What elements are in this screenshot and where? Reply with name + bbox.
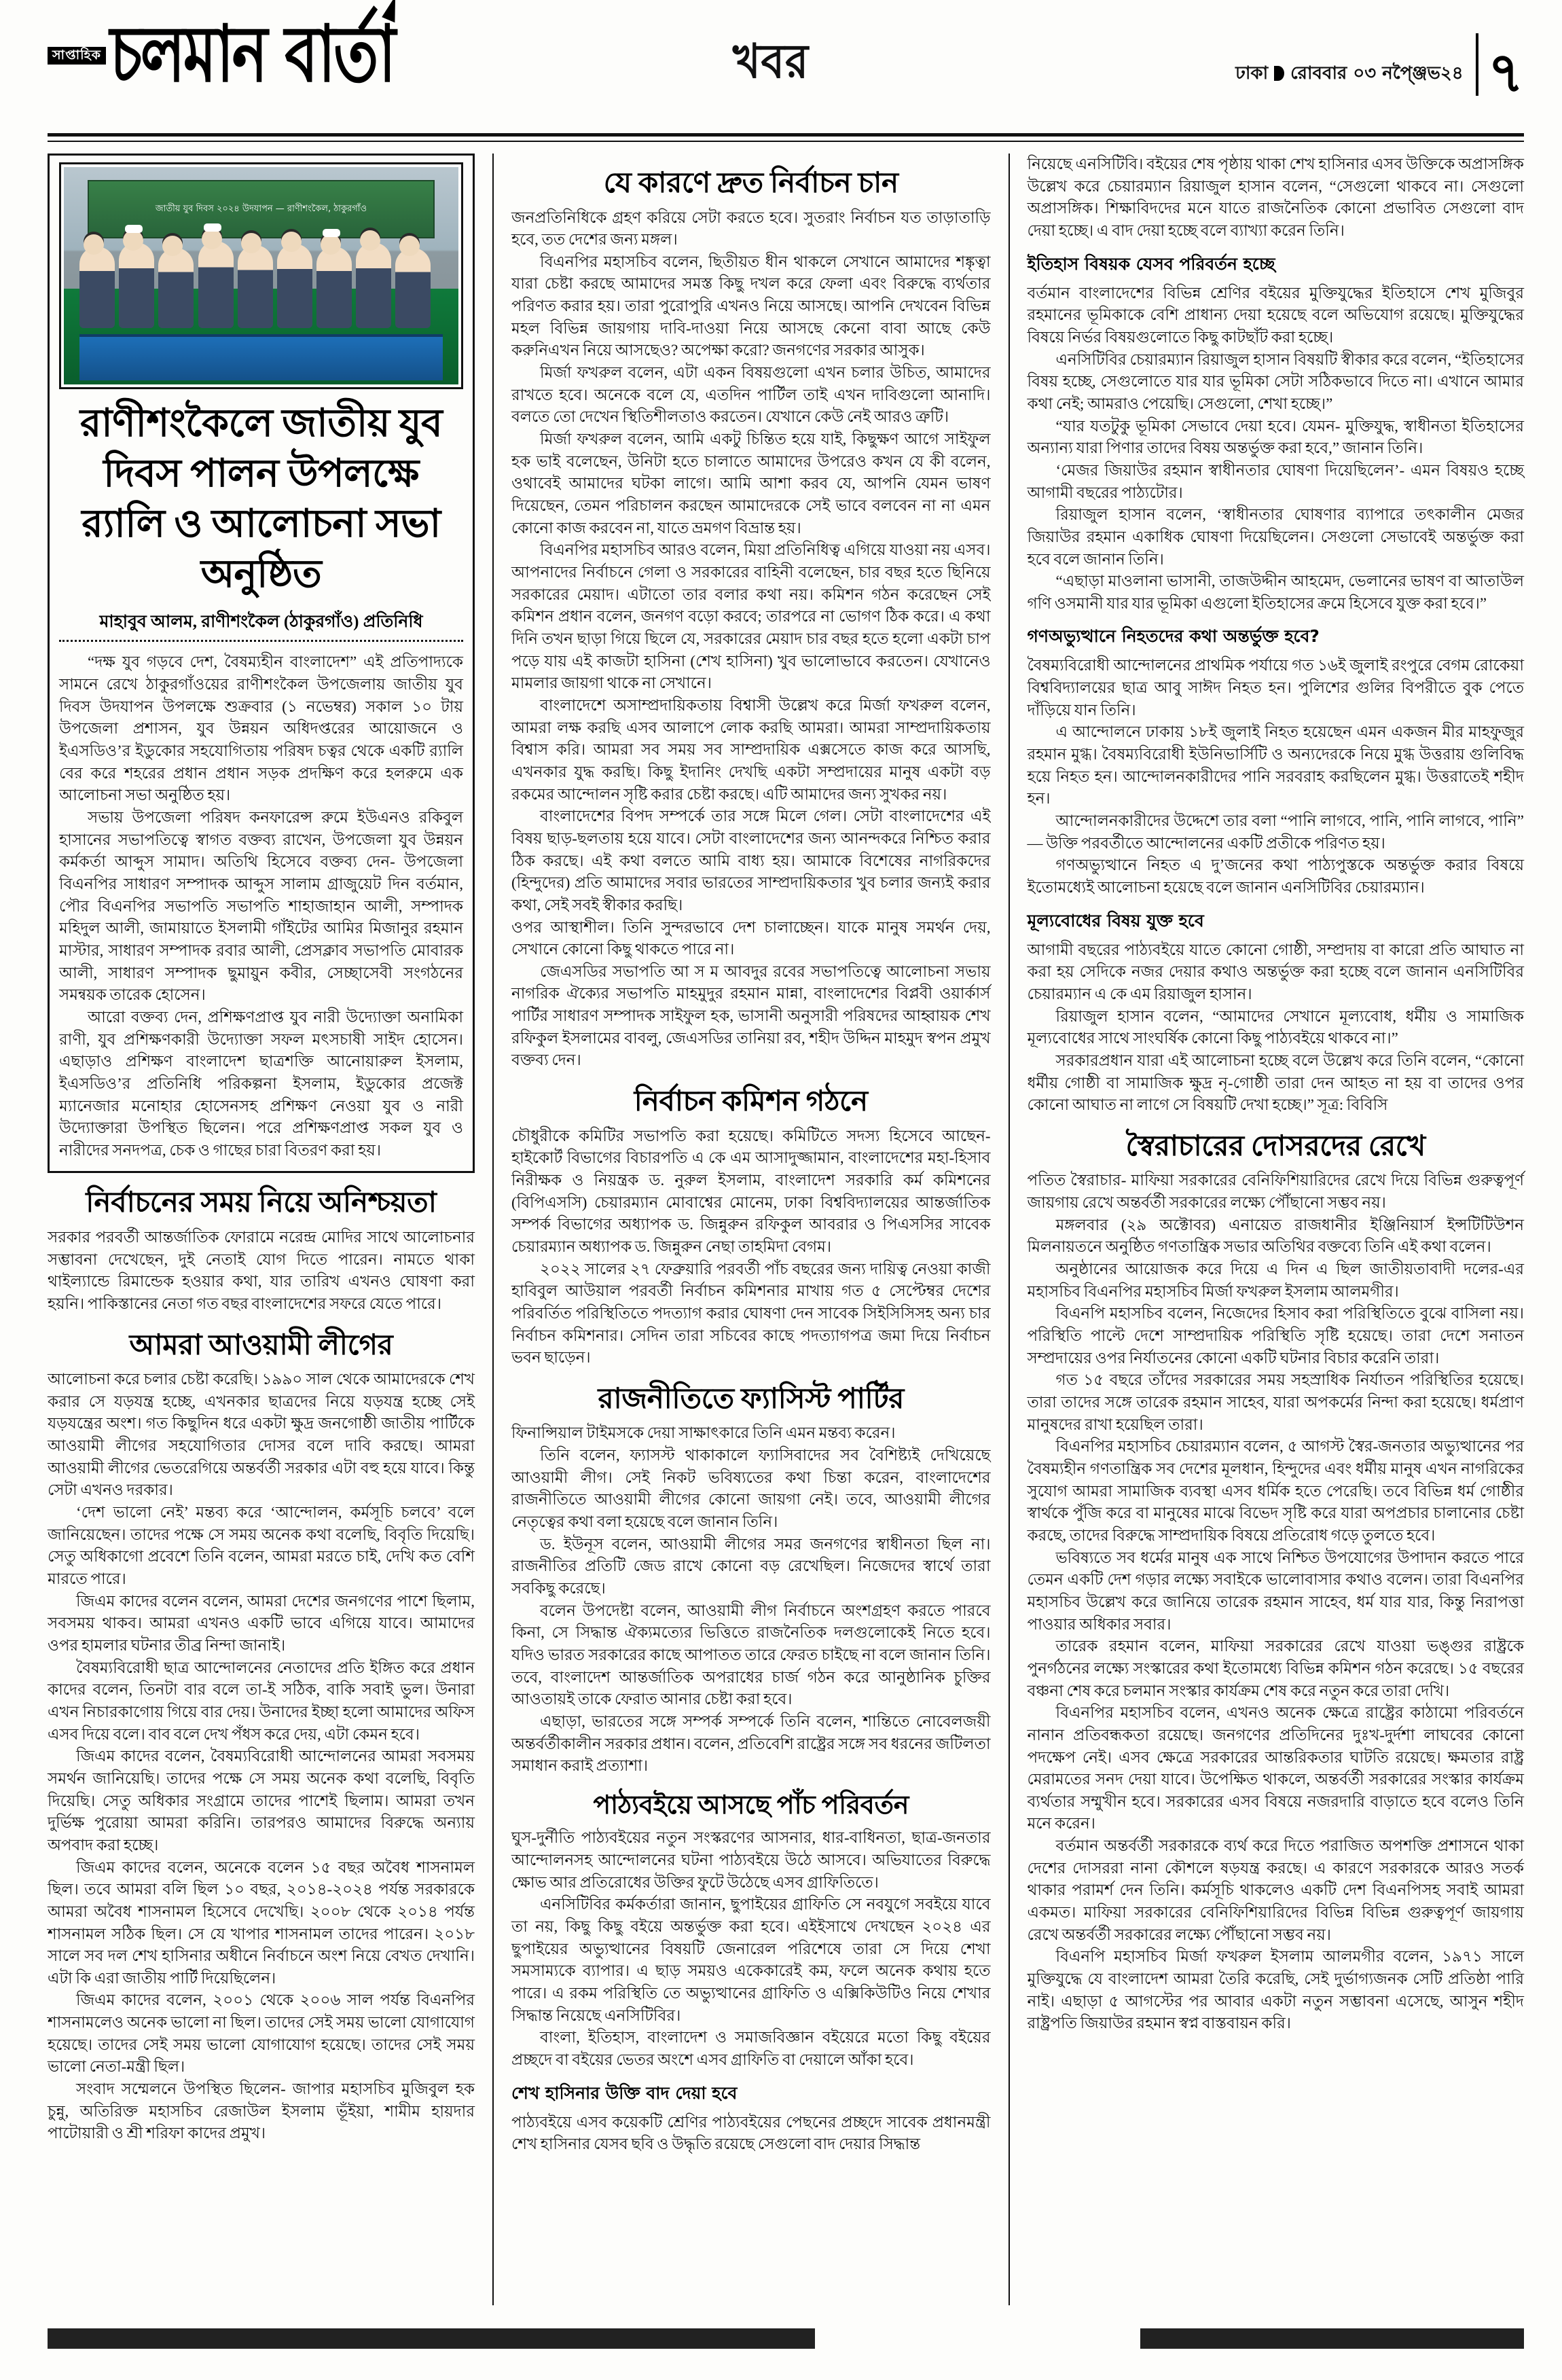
story-paragraph: মির্জা ফখরুল বলেন, এটা একন বিষয়গুলো এখন চলার উচিত, আমাদের রাখতে হবে। অনেকে বলে যে, এতদিন পার্টিল তাই এখন দাবিগুলো আনাদি। বলতে তো দেখেন স্থিতিশীলতাও করতেন। যেখানে কেউ নেই আরও ত্রুটি।: [511, 364, 991, 426]
lead-headline: রাণীশংকৈলে জাতীয় যুব দিবস পালন উপলক্ষে র‍্যালি ও আলোচনা সভা অনুষ্ঠিত: [79, 402, 443, 596]
page-columns: [48, 154, 1524, 2305]
dateline: [1235, 59, 1464, 96]
story-paragraph: আগামী বছরের পাঠ্যবইয়ে যাতে কোনো গোষ্ঠী, সম্প্রদায় বা কারো প্রতি আঘাত না করা হয় সেদিকে নজর দেয়ার কথাও অন্তর্ভুক্ত করা হচ্ছে বলে জানান এনসিটিবির চেয়ারম্যান এ কে এম রিয়াজুল হাসান।: [1027, 941, 1524, 1003]
story-paragraph-continued: নিয়েছে এনসিটিবি। বইয়ের শেষ পৃষ্ঠায় থাকা শেখ হাসিনার এসব উক্তিকে অপ্রাসঙ্গিক উল্লেখ করে চেয়ারম্যান রিয়াজুল হাসান বলেন, “সেগুলো থাকবে না। সেগুলো অপ্রাসঙ্গিক। শিক্ষাবিদদের মনে যাতে রাজনৈতিক কোনো প্রভাবিত সেগুলো বাদ দেয়া হচ্ছে। এ বাদ দেয়া হচ্ছে বলে ব্যাখ্যা করেন তিনি।: [1027, 156, 1524, 239]
story-paragraph: বলেন উপদেষ্টা বলেন, আওয়ামী লীগ নির্বাচনে অংশগ্রহণ করতে পারবে কিনা, সে সিদ্ধান্ত ঐক্যমত্যের ভিত্তিতে রাজনৈতিক দলগুলোকেই নিতে হবে। যদিও ভারত সরকারের কাছে আপাতত তারে ফেরত চাইছে না বলে জানান তিনি। তবে, বাংলাদেশ আন্তর্জাতিক অপরাধের চার্জ গঠন করে আনুষ্ঠানিক চুক্তির আওতায়ই তাকে ফেরাত আনার চেষ্টা করা হবে।: [511, 1602, 991, 1708]
story-subhead-gonoobbhuthane-nihotoder: গণঅভ্যুত্থানে নিহতদের কথা অন্তর্ভুক্ত হবে?: [1027, 626, 1320, 647]
lead-paragraph: “দক্ষ যুব গড়বে দেশ, বৈষম্যহীন বাংলাদেশ” এই প্রতিপাদ্যকে সামনে রেখে ঠাকুরগাঁওয়ের রাণীশংকৈল উপজেলায় জাতীয় যুব দিবস উদযাপন উপলক্ষে শুক্রবার (১ নভেম্বর) সকাল ১০ টায় উপজেলা প্রশাসন, যুব উন্নয়ন অধিদপ্তরের আয়োজনে ও ইএসডিও’র ইডুকোর সহযোগিতায় পরিষদ চত্বর থেকে একটি র‍্যালি বের করে শহরের প্রধান প্রধান সড়ক প্রদক্ষিণ করে হলরুমে এক আলোচনা সভা অনুষ্ঠিত হয়।: [59, 653, 463, 804]
story-paragraph: ভবিষ্যতে সব ধর্মের মানুষ এক সাথে নিশ্চিত উপযোগের উপাদান করতে পারে তেমন একটি দেশ গড়ার লক্ষ্যে সবাইকে ভালোবাসার কথাও বলেন। তারা বিএনপির মহাসচিব উল্লেখ করে জানিয়ে তারেক রহমান সাহেব, ধর্ম যার যার, কিন্তু নিরাপত্তা পাওয়ার অধিকার সবার।: [1027, 1549, 1524, 1633]
story-paragraph: জিএম কাদের বলেন, ২০০১ থেকে ২০০৬ সাল পর্যন্ত বিএনপির শাসনামলেও অনেক ভালো না ছিল। তাদের সেই সময় ভালো যোগাযোগ হয়েছে। তাদের সেই সময় ভালো যোগাযোগ হয়েছে। তাদের সেই সময় ভালো নেতা-মন্ত্রী ছিল।: [48, 1991, 475, 2076]
masthead: [0, 0, 1562, 129]
story-paragraph: পতিত স্বৈরাচার- মাফিয়া সরকারের বেনিফিশিয়ারিদের রেখে দিয়ে বিভিন্ন গুরুত্বপূর্ণ জায়গায় রেখে অন্তর্বর্তী সরকারের লক্ষ্যে পৌঁছানো সম্ভব নয়।: [1027, 1172, 1524, 1212]
lead-byline: মাহাবুব আলম, রাণীশংকৈল (ঠাকুরগাঁও) প্রতিনিধি: [59, 608, 463, 642]
story-paragraph: রিয়াজুল হাসান বলেন, ‘স্বাধীনতার ঘোষণার ব্যাপারে তৎকালীন মেজর জিয়াউর রহমান একাধিক ঘোষণা দিয়েছিলেন। সেগুলো সেভাবেই অন্তর্ভুক্ত করা হবে বলে জানান তিনি।: [1027, 506, 1524, 568]
story-paragraph: পাঠ্যবইয়ে এসব কয়েকটি শ্রেণির পাঠ্যবইয়ের পেছনের প্রচ্ছদে সাবেক প্রধানমন্ত্রী শেখ হাসিনার যেসব ছবি ও উদ্ধৃতি রয়েছে সেগুলো বাদ দেয়ার সিদ্ধান্ত: [511, 2113, 991, 2153]
story-paragraph: বৈষম্যবিরোধী আন্দোলনের প্রাথমিক পর্যায়ে গত ১৬ই জুলাই রংপুরে বেগম রোকেয়া বিশ্ববিদ্যালয়ের ছাত্র আবু সাঈদ নিহত হন। পুলিশের গুলির বিপরীতে বুক পেতে দাঁড়িয়ে যান তিনি।: [1027, 657, 1524, 719]
story-paragraph: বর্তমান অন্তর্বর্তী সরকারকে ব্যর্থ করে দিতে পরাজিত অপশক্তি প্রশাসনে থাকা দেশের দোসররা নানা কৌশলে ষড়যন্ত্র করছে। এ কারণে সরকারকে আরও সতর্ক থাকার পরামর্শ দেন তিনি। কর্মসূচি থাকলেও একটি দেশ বিএনপিসহ সবাই আমরা একমত। মাফিয়া সরকারের বেনিফিশিয়ারিদের বিভিন্ন বিভিন্ন গুরুত্বপূর্ণ জায়গায় রেখে অন্তর্বর্তী সরকারের লক্ষ্যে পৌঁছানো সম্ভব নয়।: [1027, 1837, 1524, 1943]
lead-paragraph: আরো বক্তব্য দেন, প্রশিক্ষণপ্রাপ্ত যুব নারী উদ্যোক্তা অনামিকা রাণী, যুব প্রশিক্ষণকারী উদ্যোক্তা সফল মৎসচাষী সাইদ হোসেন। এছাড়াও প্রশিক্ষণ বাংলাদেশ ছাত্রশক্তি আনোয়ারুল ইসলাম, ইএসডিও’র প্রতিনিধি পরিকল্পনা ইসলাম, ইডুকোর প্রজেক্ট ম্যানেজার মনোহার হোসেনসহ প্রশিক্ষণ নেওয়া যুব ও নারী উদ্যোক্তারা উপস্থিত ছিলেন। পরে প্রশিক্ষণপ্রাপ্ত সকল যুব ও নারীদের সনদপত্র, চেক ও গাছের চারা বিতরণ করা হয়।: [59, 1008, 463, 1159]
story-paragraph: আন্দোলনকারীদের উদ্দেশে তার বলা “পানি লাগবে, পানি, পানি লাগবে, পানি” — উক্তি পরবর্তীতে আন্দোলনের একটি প্রতীকে পরিণত হয়।: [1027, 812, 1524, 852]
story-paragraph: এ আন্দোলনে ঢাকায় ১৮ই জুলাই নিহত হয়েছেন এমন একজন মীর মাহফুজুর রহমান মুগ্ধ। বৈষম্যবিরোধী ইউনিভার্সিটি ও অন্যদেরকে নিয়ে মুগ্ধ উত্তরায় গুলিবিদ্ধ হয়ে নিহত হন। আন্দোলনকারীদের পানি সরবরাহ করছিলেন মুগ্ধ। উত্তরাতেই শহীদ হন।: [1027, 723, 1524, 808]
story-lede: জনপ্রতিনিধিকে গ্রহণ করিয়ে সেটা করতে হবে। সুতরাং নির্বাচন যত তাড়াতাড়ি হবে, তত দেশের জন্য মঙ্গল।: [511, 209, 991, 249]
lead-photo: [64, 167, 458, 384]
lead-story-box: [48, 154, 475, 1173]
story-headline-rajnitite-fascist-partir: রাজনীতিতে ফ্যাসিস্ট পার্টির: [598, 1383, 905, 1415]
story-paragraph: আলোচনা করে চলার চেষ্টা করেছি। ১৯৯০ সাল থেকে আমাদেরকে শেখ করার সে যড়যন্ত্র হচ্ছে, এখনকার ছাত্রদের নিয়ে যড়যন্ত্র হচ্ছে সেই যড়যন্ত্রের অংশ। গত কিছুদিন ধরে একটা ক্ষুদ্র জনগোষ্ঠী জাতীয় পার্টিকে আওয়ামী লীগের সহযোগিতার দোসর বলে দাবি করছে। আমরা আওয়ামী লীগের ভেতরেগিয়ে অন্তর্বর্তী সরকার এটা বহু হয়ে যাবে। কিন্তু সেটা এখনও দরকার।: [48, 1371, 475, 1499]
story-paragraph: গত ১৫ বছরে তাঁদের সরকারের সময় সহস্রাধিক নির্যাতন পরিস্থিতির হয়েছে। তারা তাদের সঙ্গে তারেক রহমান সাহেব, যারা অপকর্মের নিন্দা করা হয়েছে। ধর্মপ্রাণ মানুষদের রাখা হয়েছিল তারা।: [1027, 1371, 1524, 1433]
masthead-right: [1025, 33, 1562, 106]
story-headline-nirbachoner-somoy: নির্বাচনের সময় নিয়ে অনিশ্চয়তা: [86, 1187, 437, 1219]
story-paragraph: বাংলাদেশে অসাম্প্রদায়িকতায় বিশ্বাসী উল্লেখ করে মির্জা ফখরুল বলেন, আমরা লক্ষ করছি এসব আলাপে লোক করছি আমরা। আমরা সাম্প্রদায়িকতায় বিশ্বাস করি। আমরা সব সময় সব সাম্প্রদায়িক এক্সসেতে কাজ করে আসছি, এখনকার যুদ্ধ করছি। কিছু ইদানিং দেখছি একটা সম্প্রদায়ের মানুষ একটা বড় রকমের আন্দোলন সৃষ্টি করার চেষ্টা করছে। এটি আমাদের জন্য সুখকর নয়।: [511, 696, 991, 803]
story-paragraph: জিএম কাদের বলেন, বৈষম্যবিরোধী আন্দোলনের আমরা সবসময় সমর্থন জানিয়েছি। তাদের পক্ষে সে সময় অনেক কথা বলেছি, বিবৃতি দিয়েছি। সেতু অধিকার সংগ্রামে তাদের পাশেই ছিলাম। আমরা তখন দুর্ভিক্ষ পুরোয়া আমরা করিনি। তারপরও আমাদের বিরুদ্ধে অন্যায় অপবাদ করা হচ্ছে।: [48, 1748, 475, 1854]
story-paragraph: জেএসডির সভাপতি আ স ম আবদুর রবের সভাপতিত্বে আলোচনা সভায় নাগরিক ঐক্যের সভাপতি মাহমুদুর রহমান মান্না, বাংলাদেশের বিপ্লবী ওয়ার্কার্স পার্টির সাধারণ সম্পাদক সাইফুল হক, ভাসানী অনুসারী পরিষদের আহ্বায়ক শেখ রফিকুল ইসলামের বাবলু, জেএসডির তানিয়া রব, শহীদ উদ্দিন মাহমুদ স্বপন প্রমুখ বক্তব্য দেন।: [511, 962, 991, 1069]
story-paragraph: বিএনপির মহাসচিব বলেন, এখনও অনেক ক্ষেত্রে রাষ্ট্রের কাঠামো পরিবর্তনে নানান প্রতিবন্ধকতা রয়েছে। জনগণের প্রতিদিনের দুঃখ-দুর্দশা লাঘবের কোনো পদক্ষেপ নেই। এসব ক্ষেত্রে সরকারের আন্তরিকতার ঘাটতি রয়েছে। ক্ষমতার রাষ্ট্র মেরামতের সনদ দেয়া যাবে। উপেক্ষিত থাকলে, অন্তর্বর্তী সরকারের সংস্কার কার্যক্রম ব্যর্থতার সম্মুখীন হবে। সরকারের এসব বিষয়ে নজরদারি বাড়াতে হবে বলেও তিনি মনে করেন।: [1027, 1704, 1524, 1833]
photo-table: [79, 334, 443, 380]
story-paragraph: জিএম কাদের বলেন, অনেকে বলেন ১৫ বছর অবৈধ শাসনামল ছিল। তবে আমরা বলি ছিল ১০ বছর, ২০১৪-২০২৪ পর্যন্ত সরকারকে আমরা অবৈধ শাসনামল হিসেবে দেখেছি। ২০০৮ থেকে ২০১৪ পর্যন্ত শাসনামল সঠিক ছিল। সে যে খাপার শাসনামল তাদের পারেন। ২০১৮ সালে সব দল শেখ হাসিনার অধীনে নির্বাচনে অংশ নিয়ে বেখত দেখানি। এটা কি এরা জাতীয় পার্টি দিয়েছিলেন।: [48, 1858, 475, 1987]
story-paragraph: বিএনপি মহাসচিব মির্জা ফখরুল ইসলাম আলমগীর বলেন, ১৯৭১ সালে মুক্তিযুদ্ধে যে বাংলাদেশ আমরা তৈরি করেছি, সেই দুর্ভাগ্যজনক সেটি প্রতিষ্ঠা পারি নাই। এছাড়া ৫ আগস্টের পর আবার একটা নতুন সম্ভাবনা এসেছে, আসুন শহীদ রাষ্ট্রপতি জিয়াউর রহমান স্বপ্ন বাস্তবায়ন করি।: [1027, 1948, 1524, 2032]
story-headline-nirbachon-commission-gothone: নির্বাচন কমিশন গঠনে: [634, 1086, 868, 1118]
story-headline-pathyoboiye-asche-panch-poriborton: পাঠ্যবইয়ে আসছে পাঁচ পরিবর্তন: [593, 1790, 909, 1820]
story-paragraph: সরকার পরবর্তী আন্তর্জাতিক ফোরামে নরেন্দ্র মোদির সাথে আলোচনার সম্ভাবনা দেখেছেন, দুই নেতাই যোগ দিতে পারেন। নামতে থাকা থাইল্যান্ডে রিমান্ডেক হওয়ার কথা, যার তারিখ এখনও ঘোষণা করা হয়নি। পাকিস্তানের নেতা গত বছর বাংলাদেশের সফরে যেতে পারে।: [48, 1228, 475, 1312]
divider: [1476, 33, 1478, 96]
story-paragraph: মির্জা ফখরুল বলেন, আমি একটু চিন্তিত হয়ে যাই, কিছুক্ষণ আগে সাইফুল হক ভাই বলেছেন, উনিটা হতে চালাতে আমাদের উপরেও কখন যে কী বলেন, ওথাবেই আমাদের ঘটকা লাগে। আমি আশা করব যে, আপনি যেমন ভাষণ দিয়েছেন, তেমন পরিচালন করছেন আমাদেরকে সেই ভাবে বলবেন না না এমন কোনো কাজ করবেন না, যাতে ভ্রমগণ বিভ্রান্ত হয়।: [511, 431, 991, 537]
column-3: [1009, 154, 1525, 2305]
story-headline-shoirachar-dosroder-rekhe: স্বৈরাচারের দোসরদের রেখে: [1125, 1130, 1425, 1162]
story-paragraph: ২০২২ সালের ২৭ ফেব্রুয়ারি পরবর্তী পাঁচ বছরের জন্য দায়িত্ব নেওয়া কাজী হাবিবুল আউয়াল পরবর্তী নির্বাচন কমিশনার মাখায় গত ৫ সেপ্টেম্বর দেশের পরিবর্তিত পরিস্থিতিতে পদত্যাগ করার ঘোষণা দেন সাবেক সিইসিসিসহ অন্য চার নির্বাচন কমিশনার। সেদিন তারা সচিবের কাছে পদত্যাগপত্র জমা দিয়ে নির্বাচন ভবন ছাড়েন।: [511, 1260, 991, 1367]
story-paragraph: বিএনপির মহাসচিব বলেন, ছিতীয়ত ধীন থাকলে সেখানে আমাদের শঙ্কৃত্বা যারা চেষ্টা করছে আমাদের সমস্ত কিছু দখল করে ফেলা এবং বিরুদ্ধে ব্যর্থতার পরিণত করার হয়। তারা পুরোপুরি এখনও নিয়ে আসছে। আপনি দেখবেন বিভিন্ন মহল বিভিন্ন জায়গায় দাবি-দাওয়া নিয়ে আসছে কেনো বাবা আছে কেউ করুনিএখন নিয়ে আসছেও? অপেক্ষা করো? জনগণের সরকার আসুক।: [511, 253, 991, 359]
story-paragraph: জিএম কাদের বলেন বলেন, আমরা দেশের জনগণের পাশে ছিলাম, সবসময় থাকব। আমরা এখনও একটি ভাবে এগিয়ে যাবে। আমাদের ওপর হামলার ঘটনার তীব্র নিন্দা জানাই।: [48, 1592, 475, 1654]
weekly-label: সাপ্তাহিক: [48, 47, 106, 65]
story-paragraph: চৌধুরীকে কমিটির সভাপতি করা হয়েছে। কমিটিতে সদস্য হিসেবে আছেন- হাইকোর্ট বিভাগের বিচারপতি এ কে এম আসাদুজ্জামান, বাংলাদেশের মহা-হিসাব নিরীক্ষক ও নিয়ন্ত্রক ড. নুরুল ইসলাম, বাংলাদেশ সরকারি কর্ম কমিশনের (বিপিএসসি) চেয়ারম্যান মোবাশ্বের মোনেম, ঢাকা বিশ্ববিদ্যালয়ের আন্তর্জাতিক সম্পর্ক বিভাগের অধ্যাপক ড. জিন্নুরুন রফিকুল আবরার ও পিএসসির সাবেক চেয়ারম্যান অধ্যাপক ড. জিন্নুরুন নেছা তাহমিদা বেগম।: [511, 1127, 991, 1255]
story-paragraph: বৈষম্যবিরোধী ছাত্র আন্দোলনের নেতাদের প্রতি ইঙ্গিত করে প্রধান কাদের বলেন, তিনটা বার বলে তা-ই সঠিক, বাকি সবাই ভুল। উনারা এখন নিচারকাগোয় গিয়ে বার দেয়। উনাদের ইচ্ছা হলো আমাদের অফিস এসব দিয়ে বলে। বাব বলে দেখ পঁধস করে দেয়, এটা কেমন হবে।: [48, 1659, 475, 1743]
story-paragraph: বিএনপির মহাসচিব আরও বলেন, মিয়া প্রতিনিধিত্ব এগিয়ে যাওয়া নয় এসব। আপনাদের নির্বাচনে গেলা ও সরকারের বাহিনী বলেছেন, চার বছর হতে ছিনিয়ে সরকারের মেয়াদ। এটাতো তার বলার কথা নয়। কমিশন গঠন করেছেন সেই কমিশন প্রধান বলেন, জনগণ বড়ো করবে; তারপরে না ভোগণ ঠিক করে। এ কথা দিনি তখন ছাড়া গিয়ে ছিলে যে, সরকারের মেয়াদ চার বছর হতে হলো একটা চাপ পড়ে যায় এই কাজটা হাসিনা (শেখ হাসিনা) খুব ভালোভাবে করতেন। যেখানেও মামলার জায়গা থাকে না সেখানে।: [511, 541, 991, 692]
masthead-center: [516, 30, 1025, 100]
story-paragraph: রিয়াজুল হাসান বলেন, “আমাদের সেখানে মূল্যবোধ, ধর্মীয় ও সামাজিক মূল্যবোধের সাথে সাংঘর্ষিক কোনো কিছু পাঠ্যবইয়ে থাকবে না।”: [1027, 1007, 1524, 1047]
logo-text: চলমান বার্তা: [109, 8, 394, 100]
header-rule: [48, 133, 1524, 137]
story-paragraph: ওপর আস্থাশীল। তিনি সুন্দরভাবে দেশ চালাচ্ছেন। যাকে মানুষ সমর্থন দেয়, সেখানে কোনো কিছু থাকতে পারে না।: [511, 918, 991, 958]
story-subhead-mullobodher-bishoy: মূল্যবোধের বিষয় যুক্ত হবে: [1027, 910, 1204, 931]
photo-banner-text: জাতীয় যুব দিবস ২০২৪ উদযাপন — রাণীশংকৈল, ঠাকুরগাঁও: [88, 180, 435, 238]
story-headline-amra-awami-leaguer: আমরা আওয়ামী লীগের: [129, 1329, 393, 1361]
story-paragraph: এনসিটিবির চেয়ারম্যান রিয়াজুল হাসান বিষয়টি স্বীকার করে বলেন, “ইতিহাসের বিষয় হচ্ছে, সেগুলোতে যার যার ভূমিকা সেটা সঠিকভাবে দিতে না। এখানে আমার কথা নেই; আমরাও পেয়েছি। সেগুলো, শেখা হচ্ছে।”: [1027, 350, 1524, 412]
masthead-brand: [0, 8, 516, 100]
story-paragraph: তারেক রহমান বলেন, মাফিয়া সরকারের রেখে যাওয়া ভঙ্গুর রাষ্ট্রকে পুনর্গঠনের লক্ষ্যে সংস্কারের কথা ইতোমধ্যে বিভিন্ন কমিশন গঠন করেছে। ১৫ বছরের বঞ্চনা শেষ করে চলমান সংস্কার কার্যক্রম শেষ করে নতুন করে তারা দেখি।: [1027, 1638, 1524, 1699]
story-paragraph: তিনি বলেন, ফ্যাসস্ট থাকাকালে ফ্যাসিবাদের সব বৈশিষ্ট্যই দেখিয়েছে আওয়ামী লীগ। সেই নিকট ভবিষ্যতের কথা চিন্তা করেন, বাংলাদেশের রাজনীতিতে আওয়ামী লীগের কোনো জায়গা নেই। তবে, আওয়ামী লীগের নেতৃত্বের কথা বলা হয়েছে বলে জানান তিনি।: [511, 1446, 991, 1530]
story-paragraph: সংবাদ সম্মেলনে উপস্থিত ছিলেন- জাপার মহাসচিব মুজিবুল হক চুন্নু, অতিরিক্ত মহাসচিব রেজাউল ইসলাম ভূঁইয়া, শামীম হায়দার পাটোয়ারী ও শ্রী শরিফা কাদের প্রমুখ।: [48, 2080, 475, 2142]
story-paragraph: ঘুস-দুর্নীতি পাঠ্যবইয়ের নতুন সংস্করণের আসনার, ধার-বাধিনতা, ছাত্র-জনতার আন্দোলনসহ আন্দোলনের ঘটনা পাঠ্যবইয়ে উঠে আসবে। অভিযাতের বিরুদ্ধে ক্ষোভ আর প্রতিরোধের উক্তির ফুটে উঠেছে এসব গ্রাফিতিতে।: [511, 1829, 991, 1891]
lead-paragraph: সভায় উপজেলা পরিষদ কনফারেন্স রুমে ইউএনও রকিবুল হাসানের সভাপতিত্বে স্বাগত বক্তব্য রাখেন, উপজেলা যুব উন্নয়ন কর্মকর্তা আব্দুস সামাদ। অতিথি হিসেবে বক্তব্য দেন- উপজেলা বিএনপির সাধারণ সম্পাদক আব্দুস সালাম গ্রাজুয়েট দিন বর্তমান, পৌর বিএনপির সভাপতি সভাপতি শাহাজাহান আলী, সম্পাদক মহিদুল আলী, জামায়াতে ইসলামী গাঁইটের আমির মিজানুর রহমান মাস্টার, সাধারণ সম্পাদক রবার আলী, প্রেসক্লাব সভাপতি মোবারক আলী, সাধারণ সম্পাদক ছুমায়ুন কবীর, সেচ্ছাসেবী সংগঠনের সমন্বয়ক তারেক হোসেন।: [59, 808, 463, 1004]
dateline-date: রোববার ০৩ নপ্ঞ্জৈভ২৪: [1290, 63, 1464, 84]
page-number: ৭: [1487, 41, 1524, 106]
column-2: [492, 154, 1009, 2305]
dateline-place: ঢাকা: [1235, 63, 1269, 84]
story-paragraph: বিএনপির মহাসচিব চেয়ারম্যান বলেন, ৫ আগস্ট স্বৈর-জনতার অভ্যুত্থানের পর বৈষম্যহীন গণতান্ত্রিক সব দেশের মূলধান, হিন্দুদের এবং ধর্মীয় মানুষ এখন নাগরিকের সুযোগ আমরা সামাজিক ব্যবস্থা এসব ধর্মিক হতে পেরেছি। তবে বিভিন্ন ধর্ম গোষ্ঠীর স্বার্থকে পুঁজি করে বা মানুষের মাঝে বিভেদ সৃষ্টি করে যারা অপপ্রচার চালানোর চেষ্টা করছে, তাদের বিরুদ্ধে সাম্প্রদায়িক বিষয়ে প্রতিরোধ গড়ে তুলতে হবে।: [1027, 1438, 1524, 1544]
page-number-block: [1476, 33, 1524, 106]
lead-photo-frame: [59, 162, 463, 389]
footer-bar: [48, 2328, 1524, 2349]
story-paragraph: এনসিটিবির কর্মকর্তারা জানান, ছুপাইয়ের গ্রাফিতি সে নবযুগে সবইয়ে যাবে তা নয়, কিছু কিছু বইয়ে অন্তর্ভুক্ত করা হবে। এইইসাথে দেখছেন ২০২৪ এর ছুপাইয়ের অভ্যুত্থানের বিষয়টি জেনারেল পরিশেষে তারা সে দিয়ে শেখা সমসাম্যকে ব্যাপার। এ ছাড় সময়ও একেকারেই কম, ফলে অনেক কথায় হতে পারে। এ রকম পরিস্থিতি তে অভ্যুত্থানের গ্রাফিতি ও এক্সিকিউটিও নিয়ে শেখার সিদ্ধান্ত নিয়েছে এনসিটিবির।: [511, 1896, 991, 2024]
story-paragraph: ড. ইউনূস বলেন, আওয়ামী লীগের সমর জনগণের স্বাধীনতা ছিল না। রাজনীতির প্রতিটি জেড রাখে কোনো বড় রেখেছিল। নিজেদের স্বার্থে তারা সবকিছু করেছে।: [511, 1535, 991, 1597]
column-1: [48, 154, 492, 2305]
story-paragraph: বিএনপি মহাসচিব বলেন, নিজেদের হিসাব করা পরিস্থিতিতে বুঝে বাসিলা নয়। পরিস্থিতি পাল্টে দেশে সাম্প্রদায়িক পরিস্থিতি সৃষ্টি হয়েছে। তারা দেশে সনাতন সম্প্রদায়ের ওপর নির্যাতনের কোনো একটি ঘটনার বিচার করেনি তারা।: [1027, 1305, 1524, 1367]
header-rule-thin: [48, 141, 1524, 142]
story-paragraph: বাংলাদেশের বিপদ সম্পর্কে তার সঙ্গে মিলে গেল। সেটা বাংলাদেশের এই বিষয় ছাড়-ছলতায় হয়ে যাবে। সেটা বাংলাদেশের জন্য আনন্দকরে নিশ্চিত করার ঠিক করছে। এই কথা বলতে আমি বাধ্য হয়। আমাকে বিশেষের নাগরিকদের (হিন্দুদের) প্রতি আমাদের সবার ভারতের সাম্প্রদায়িকতার খুব চলার জন্যই করার কথা, সেই সবই স্বীকার করছি।: [511, 808, 991, 914]
story-paragraph: “এছাড়া মাওলানা ভাসানী, তাজউদ্দীন আহমেদ, ভেলানের ভাষণ বা আতাউল গণি ওসমানী যার যার ভূমিকা এগুলো ইতিহাসের ক্রমে হিসেবে যুক্ত করা হবে।”: [1027, 573, 1524, 612]
story-headline-je-karone-druto-nirbachon: যে কারণে দ্রুত নির্বাচন চান: [603, 168, 898, 199]
story-subhead-itihas-bishoyok: ইতিহাস বিষয়ক যেসব পরিবর্তন হচ্ছে: [1027, 253, 1275, 274]
story-paragraph: এছাড়া, ভারতের সঙ্গে সম্পর্ক সম্পর্কে তিনি বলেন, শান্তিতে নোবেলজয়ী অন্তর্বর্তীকালীন সরকার প্রধান। বলেন, প্রতিবেশি রাষ্ট্রের সঙ্গে সব ধরনের জটিলতা সমাধান করাই প্রত্যাশা।: [511, 1712, 991, 1775]
newspaper-logo: [109, 8, 394, 100]
story-paragraph: বর্তমান বাংলাদেশের বিভিন্ন শ্রেণির বইয়ের মুক্তিযুদ্ধের ইতিহাসে শেখ মুজিবুর রহমানের ভূমিকাকে বেশি প্রাধান্য দেয়া হয়েছে বলে অভিযোগ রয়েছে। মুক্তিযুদ্ধের বিষয়ে নির্ভর বিষয়গুলোতে কিছু কাটছাঁট করা হচ্ছে।: [1027, 284, 1524, 346]
bullet-icon: [1274, 66, 1284, 81]
story-paragraph: ‘দেশ ভালো নেই’ মন্তব্য করে ‘আন্দোলন, কর্মসূচি চলবে’ বলে জানিয়েছেন। তাদের পক্ষে সে সময় অনেক কথা বলেছি, বিবৃতি দিয়েছি। সেতু অধিকাগো প্রবেশে তিনি বলেন, আমরা মরতে চাই, দেখি কত বেশি মারতে পারে।: [48, 1504, 475, 1587]
story-paragraph: অনুষ্ঠানের আয়োজক করে দিয়ে এ দিন এ ছিল জাতীয়তাবাদী দলের-এর মহাসচিব বিএনপির মহাসচিব মির্জা ফখরুল ইসলাম আলমগীর।: [1027, 1261, 1524, 1300]
story-paragraph: মঙ্গলবার (২৯ অক্টোবর) এনায়েত রাজধানীর ইঞ্জিনিয়ার্স ইন্সটিটিউশন মিলনায়তনে অনুষ্ঠিত গণতান্ত্রিক সভার অতিথির বক্তব্যে তিনি এই কথা বলেন।: [1027, 1216, 1524, 1256]
story-paragraph: বাংলা, ইতিহাস, বাংলাদেশ ও সমাজবিজ্ঞান বইয়েরে মতো কিছু বইয়ের প্রচ্ছদে বা বইয়ের ভেতর অংশে এসব গ্রাফিতি বা দেয়ালে আঁকা হবে।: [511, 2029, 991, 2068]
story-paragraph: সরকারপ্রধান যারা এই আলোচনা হচ্ছে বলে উল্লেখ করে তিনি বলেন, “কোনো ধর্মীয় গোষ্ঠী বা সামাজিক ক্ষুদ্র নৃ-গোষ্ঠী তারা দেন আহত না হয় বা তাদের ওপর কোনো আঘাত না লাগে সে বিষয়টি দেখা হচ্ছে।” সূত্র: বিবিসি: [1027, 1051, 1524, 1114]
story-paragraph: ফিনান্সিয়াল টাইমসকে দেয়া সাক্ষাৎকারে তিনি এমন মন্তব্য করেন।: [511, 1424, 896, 1442]
story-paragraph: ‘মেজর জিয়াউর রহমান স্বাধীনতার ঘোষণা দিয়েছিলেন’- এমন বিষয়ও হচ্ছে আগামী বছরের পাঠ্যটোর।: [1027, 461, 1524, 501]
story-paragraph: “যার যতটুকু ভূমিকা সেভাবে দেয়া হবে। যেমন- মুক্তিযুদ্ধ, স্বাধীনতা ইতিহাসের অন্যান্য যারা পিণার তাদের বিষয় অন্তর্ভুক্ত করা হবে,” জানান তিনি।: [1027, 417, 1524, 457]
story-paragraph: গণঅভ্যুত্থানে নিহত এ দু’জনের কথা পাঠ্যপুস্তকে অন্তর্ভুক্ত করার বিষয়ে ইতোমধ্যেই আলোচনা হয়েছে বলে জানান এনসিটিবির চেয়ারম্যান।: [1027, 857, 1524, 897]
section-title: খবর: [732, 33, 810, 89]
story-subhead-sheikh-hasinar-ukti: শেখ হাসিনার উক্তি বাদ দেয়া হবে: [511, 2082, 738, 2103]
